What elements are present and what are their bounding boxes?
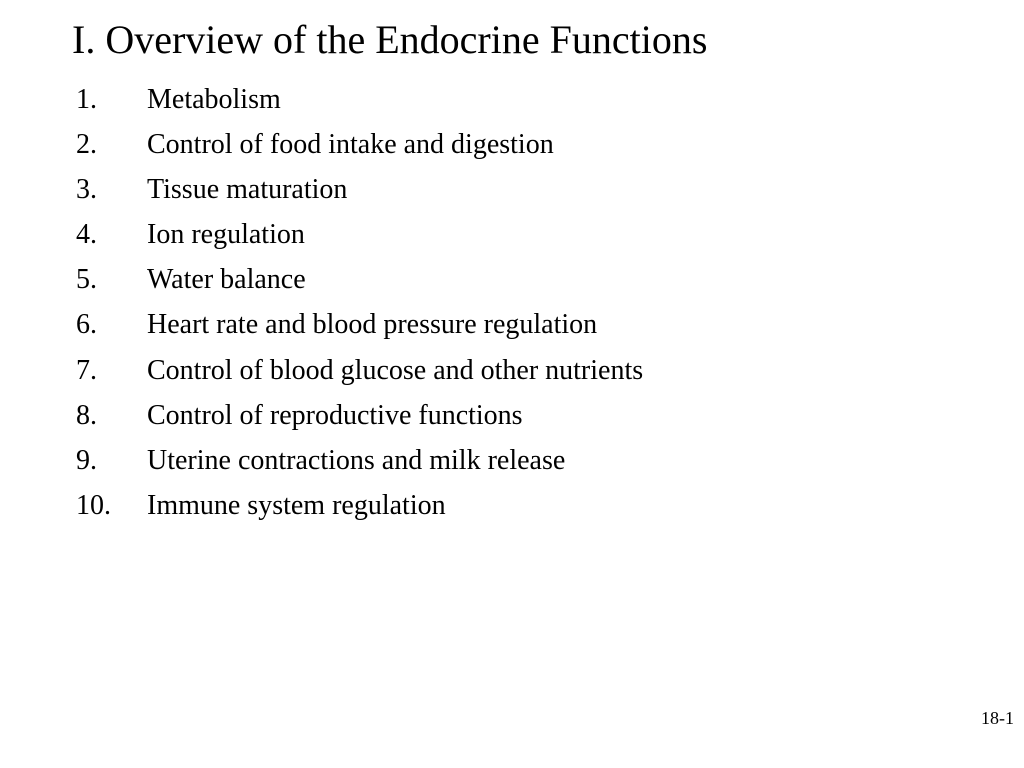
item-number: 2. (76, 129, 97, 161)
item-number: 8. (76, 399, 97, 431)
slide-number: 18-1 (981, 708, 1014, 728)
item-text: Metabolism (147, 84, 281, 115)
item-number: 7. (76, 354, 97, 386)
item-text: Water balance (147, 264, 306, 296)
item-number: 6. (76, 309, 97, 341)
item-number: 5. (76, 264, 97, 296)
item-text: Immune system regulation (147, 489, 446, 521)
item-text: Uterine contractions and milk release (147, 444, 566, 476)
item-text: Control of reproductive functions (147, 399, 523, 431)
item-text: Ion regulation (147, 219, 305, 251)
item-number: 1. (76, 84, 97, 115)
item-number: 9. (76, 444, 97, 476)
slide-title: I. Overview of the Endocrine Functions (72, 17, 708, 62)
item-text: Tissue maturation (147, 174, 348, 206)
item-number: 10. (76, 489, 111, 521)
item-number: 4. (76, 219, 97, 251)
item-text: Heart rate and blood pressure regulation (147, 309, 598, 341)
item-text: Control of food intake and digestion (147, 129, 554, 161)
item-text: Control of blood glucose and other nutrients (147, 354, 644, 386)
item-number: 3. (76, 174, 97, 206)
